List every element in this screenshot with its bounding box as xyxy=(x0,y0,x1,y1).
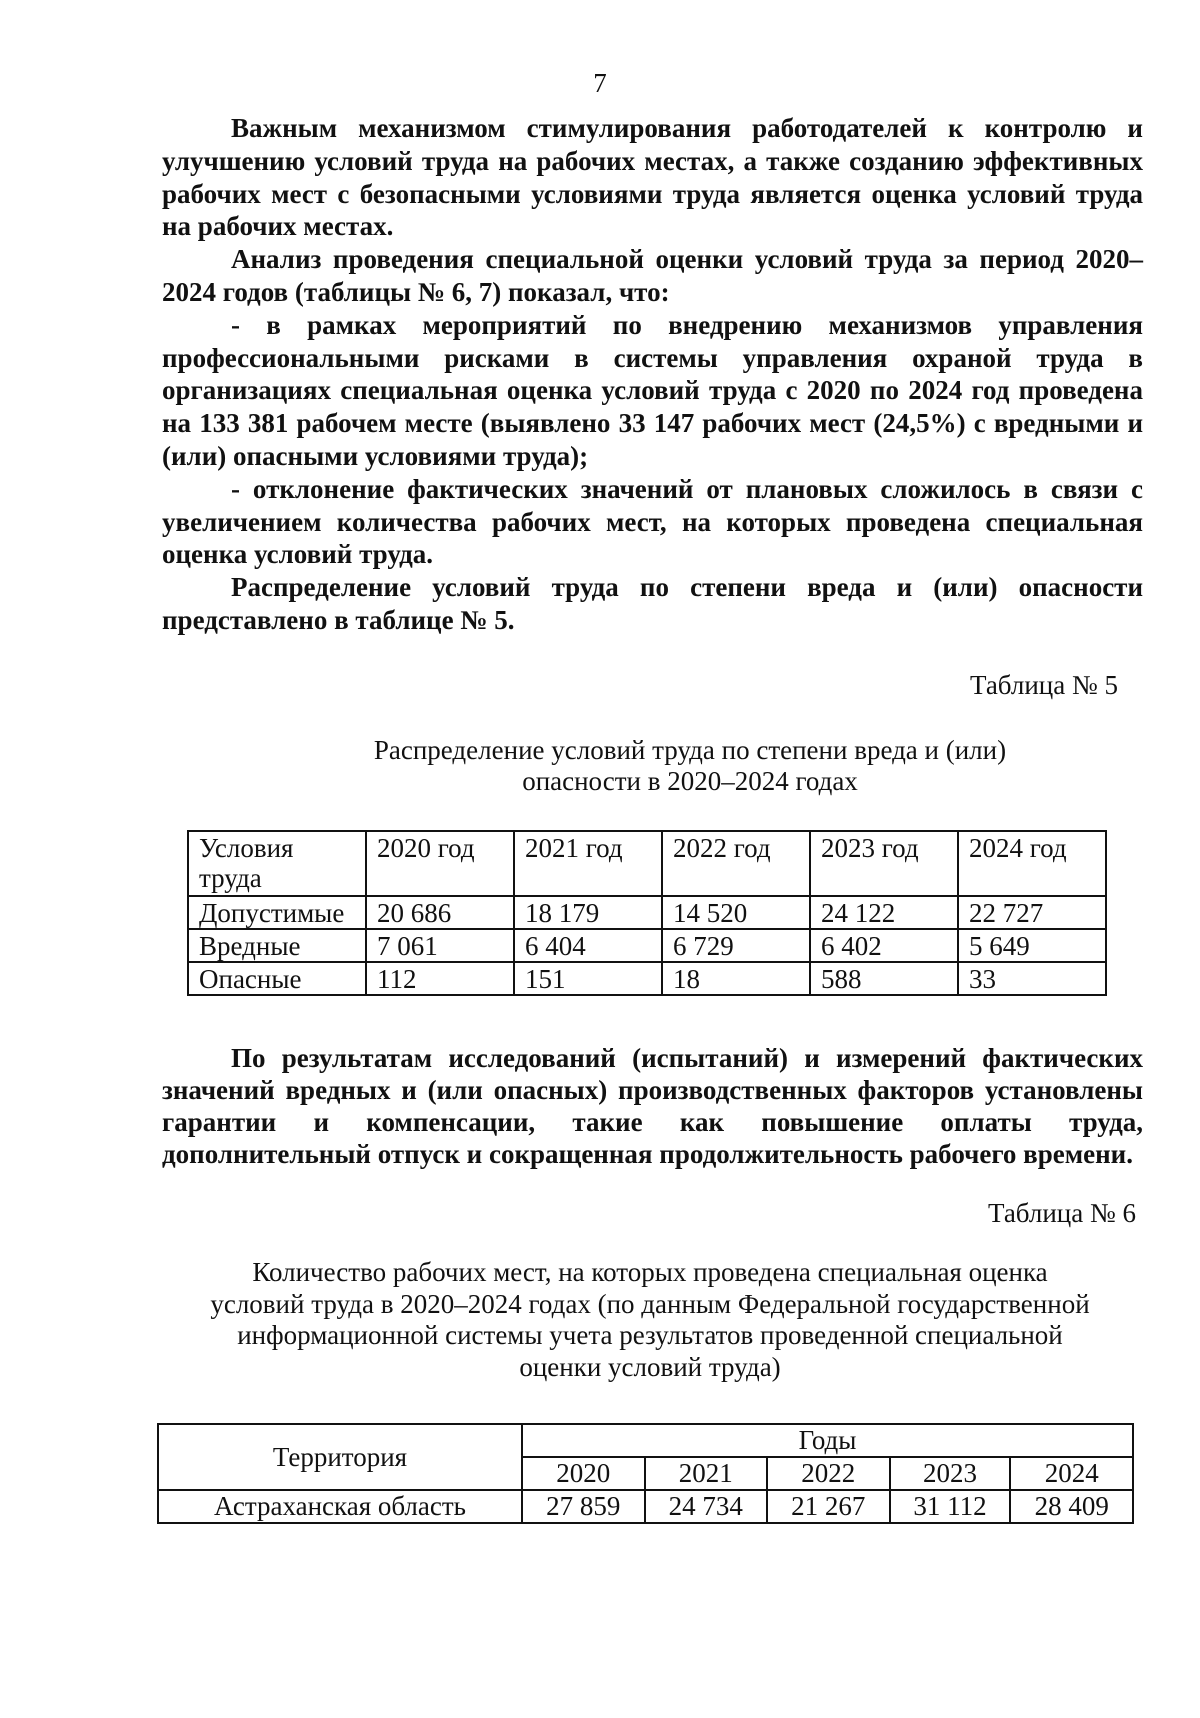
paragraph: По результатам исследований (испытаний) и измерений фактических значений вредных и (или опасных) производственных факторов установлены гарантии и компенсации, такие как повышение оплаты труда, дополнительный отпуск и сокращенная продолжительность рабочего времени. xyxy=(162,1043,1143,1169)
table-cell: 14 520 xyxy=(662,896,810,929)
table-cell: 18 179 xyxy=(514,896,662,929)
table-row xyxy=(188,896,1106,929)
paragraph: Анализ проведения специальной оценки условий труда за период 2020–2024 годов (таблицы № 6, 7) показал, что: xyxy=(162,244,1143,307)
header-cell: 2024 год xyxy=(958,831,1106,896)
table-row xyxy=(188,929,1106,962)
table-header-row xyxy=(158,1424,1133,1457)
header-cell: 2020 год xyxy=(366,831,514,896)
table5-title-line: Распределение условий труда по степени вреда и (или) xyxy=(373,735,1007,765)
table5-title-line: опасности в 2020–2024 годах xyxy=(522,766,858,796)
header-cell: 2023 год xyxy=(810,831,958,896)
table-cell: 24 734 xyxy=(645,1490,768,1523)
table-row xyxy=(158,1490,1133,1523)
header-cell: 2021 xyxy=(645,1457,768,1490)
row-label: Опасные xyxy=(188,962,366,995)
table-cell: 27 859 xyxy=(522,1490,645,1523)
paragraph: Распределение условий труда по степени вреда и (или) опасности представлено в таблице № 5. xyxy=(162,572,1143,635)
page-number: 7 xyxy=(593,68,607,98)
header-cell: 2024 xyxy=(1010,1457,1133,1490)
table6-title-line: информационной системы учета результатов проведенной специальной xyxy=(237,1320,1063,1350)
row-label: Допустимые xyxy=(188,896,366,929)
table6-title-line: условий труда в 2020–2024 годах (по данным Федеральной государственной xyxy=(210,1288,1090,1319)
table-cell: 20 686 xyxy=(366,896,514,929)
paragraph: - в рамках мероприятий по внедрению механизмов управления профессиональными рисками в системы управления охраной труда в организациях специальная оценка условий труда с 2020 по 2024 год проведена на 133 381 рабочем месте (выявлено 33 147 рабочих мест (24,5%) с вредными и (или) опасными условиями труда); xyxy=(162,309,1143,471)
table-cell: 22 727 xyxy=(958,896,1106,929)
table-cell: 7 061 xyxy=(366,929,514,962)
table-cell: 18 xyxy=(662,962,810,995)
table6 xyxy=(157,1423,1134,1524)
table-header-row xyxy=(188,831,1106,896)
middle-text xyxy=(162,1042,1143,1170)
header-cell: 2023 xyxy=(890,1457,1011,1490)
table-cell: 31 112 xyxy=(890,1490,1011,1523)
table-cell: 6 402 xyxy=(810,929,958,962)
table-cell: 151 xyxy=(514,962,662,995)
row-label: Астраханская область xyxy=(158,1490,522,1523)
table6-label: Таблица № 6 xyxy=(988,1198,1136,1228)
table-cell: 24 122 xyxy=(810,896,958,929)
table-cell: 112 xyxy=(366,962,514,995)
header-cell: 2022 xyxy=(767,1457,890,1490)
table5-label: Таблица № 5 xyxy=(970,670,1118,700)
table6-title-line: Количество рабочих мест, на которых проведена специальная оценка xyxy=(252,1257,1048,1287)
table-cell: 28 409 xyxy=(1010,1490,1133,1523)
table5-title xyxy=(150,735,1200,797)
header-cell: Условия труда xyxy=(188,831,366,896)
table-cell: 6 729 xyxy=(662,929,810,962)
table6-title-line: оценки условий труда) xyxy=(519,1351,781,1382)
header-cell: 2022 год xyxy=(662,831,810,896)
table5 xyxy=(187,830,1107,996)
paragraph: Важным механизмом стимулирования работодателей к контролю и улучшению условий труда на рабочих местах, а также созданию эффективных рабочих мест с безопасными условиями труда является оценка условий труда на рабочих местах. xyxy=(162,113,1143,242)
paragraph: - отклонение фактических значений от плановых сложилось в связи с увеличением количества рабочих мест, на которых проведена специальная оценка условий труда. xyxy=(162,473,1143,570)
header-cell: 2020 xyxy=(522,1457,645,1490)
row-label: Вредные xyxy=(188,929,366,962)
table-cell: 5 649 xyxy=(958,929,1106,962)
table-row xyxy=(188,962,1106,995)
table-cell: 33 xyxy=(958,962,1106,995)
table-cell: 21 267 xyxy=(767,1490,890,1523)
table-cell: 6 404 xyxy=(514,929,662,962)
table-cell: 588 xyxy=(810,962,958,995)
header-cell: 2021 год xyxy=(514,831,662,896)
header-cell: Территория xyxy=(158,1424,522,1490)
intro-text xyxy=(162,112,1143,637)
table6-title xyxy=(150,1257,1150,1383)
header-cell: Годы xyxy=(522,1424,1133,1457)
